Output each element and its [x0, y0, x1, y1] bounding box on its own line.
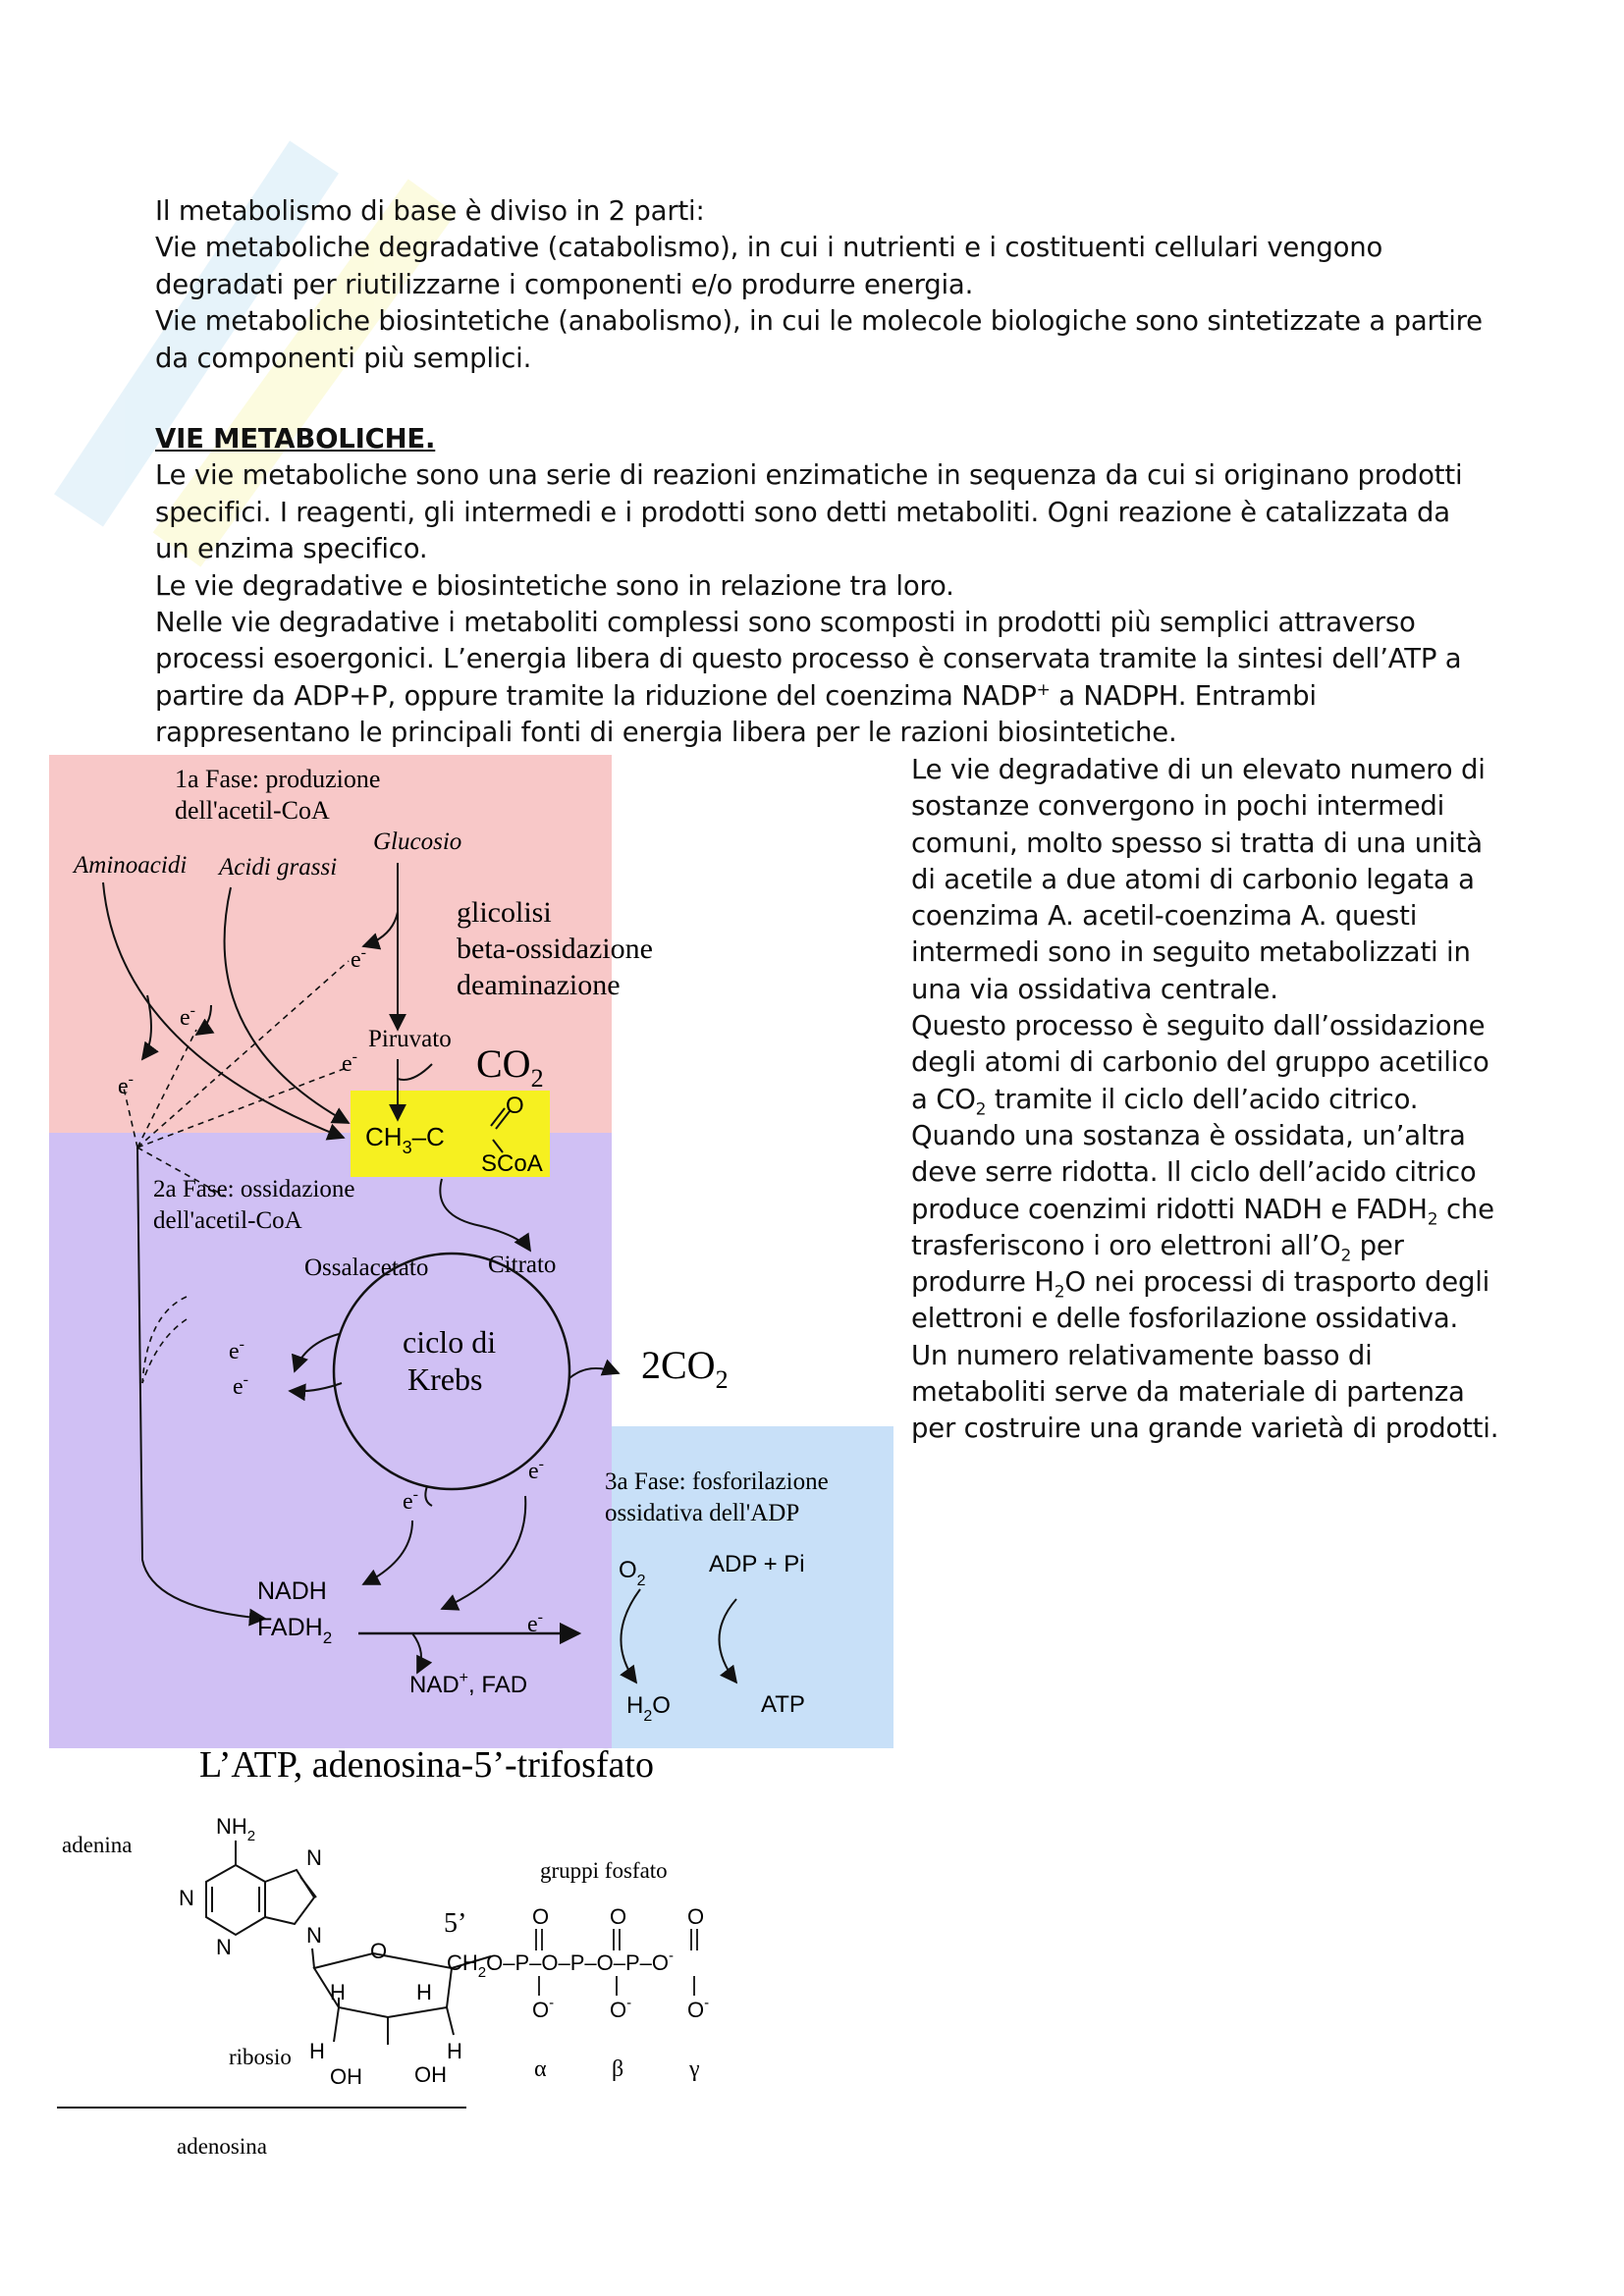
phase2-label-1: 2a Fase: ossidazione: [153, 1176, 355, 1202]
nh2-label: $NH_2$: [216, 1814, 256, 1844]
ring-o-atom: O: [370, 1939, 388, 1963]
vie-paragraph-3: [155, 605, 1490, 752]
phase1-label-1: 1a Fase: produzione: [175, 765, 381, 793]
vie-p3-sup: +: [1036, 679, 1051, 700]
vie-paragraph-2: Le vie degradative e biosintetiche sono in relazione tra loro.: [155, 569, 954, 602]
phosphate-o-top: O: [610, 1904, 627, 1929]
side-p2-sub: 2: [975, 1099, 987, 1120]
intro-text: [155, 193, 1490, 377]
piruvato-label: Piruvato: [368, 1026, 452, 1052]
electron-label: e-: [118, 1071, 134, 1099]
vie-p3-text-b: a NADPH. Entrambi rappresentano le principali fonti di energia libera per le razioni biosintetiche.: [155, 679, 1317, 749]
h-atom: H: [309, 2039, 325, 2063]
side-p3-b: che trasferiscono i oro elettroni all’O: [911, 1193, 1494, 1261]
side-paragraph-4: Un numero relativamente basso di metaboliti serve da materiale di partenza per costruire una grande varietà di prodotti.: [911, 1339, 1499, 1445]
phosphate-o-minus: O-: [687, 1995, 710, 2022]
glicolisi-label: glicolisi: [457, 896, 552, 929]
ciclo-label: ciclo di: [403, 1324, 497, 1360]
beta-ossidazione-label: beta-ossidazione: [457, 933, 653, 965]
side-paragraph-3: [911, 1118, 1500, 1338]
phosphate-o-top: O: [687, 1904, 705, 1929]
side-paragraph-1: Le vie degradative di un elevato numero di sostanze convergono in pochi intermedi comuni, molto spesso si tratta di una unità di acetile a due atomi di carbonio legata a coenzima A. acetil-coenzima A. questi intermedi sono in seguito metabolizzati in una via ossidativa centrale.: [911, 754, 1486, 1005]
side-p2-b: tramite il ciclo dell’acido citrico.: [986, 1083, 1419, 1115]
ribosio-label: ribosio: [229, 2045, 292, 2069]
phosphate-o-top: O: [532, 1904, 550, 1929]
acidi-grassi-label: Acidi grassi: [219, 854, 338, 881]
phosphate-chain: $CH_2O-P-O-P-O-P-O^-$: [447, 1948, 675, 1981]
phase3-label-1: 3a Fase: fosforilazione: [605, 1468, 829, 1495]
gruppi-fosfato-label: gruppi fosfato: [540, 1858, 668, 1883]
adp-label: ADP + Pi: [709, 1551, 805, 1577]
side-p3-a: Quando una sostanza è ossidata, un’altra deve serre ridotta. Il ciclo dell’acido citrico produce coenzimi ridotti NADH e FADH: [911, 1119, 1477, 1225]
phase2-background: [49, 1133, 612, 1748]
phosphate-o-minus: O-: [610, 1995, 632, 2022]
acetyl-o: O: [506, 1093, 524, 1119]
fadh2-label: $FADH_2$: [257, 1614, 333, 1647]
h-atom: H: [447, 2039, 462, 2063]
deaminazione-label: deaminazione: [457, 969, 621, 1001]
five-prime-label: 5’: [444, 1908, 467, 1939]
n-atom: N: [306, 1923, 322, 1948]
nad-fad-label: NAD+, FAD: [409, 1670, 528, 1698]
metabolic-phases-diagram: [49, 755, 893, 1748]
ossalacetato-label: Ossalacetato: [304, 1255, 429, 1281]
n-atom: N: [306, 1845, 322, 1870]
vie-metaboliche-section: [155, 421, 1490, 752]
phase1-label-2: dell'acetil-CoA: [175, 796, 330, 825]
alpha-label: α: [534, 2056, 547, 2082]
electron-label: e-: [403, 1486, 418, 1515]
h-atom: H: [330, 1980, 346, 2004]
electron-label: e-: [527, 1609, 543, 1637]
intro-line-3: Vie metaboliche biosintetiche (anabolismo), in cui le molecole biologiche sono sintetizzate a partire da componenti più semplici.: [155, 305, 1483, 374]
beta-label: β: [612, 2056, 624, 2082]
nadh-label: NADH: [257, 1577, 327, 1605]
side-text: [911, 752, 1500, 1448]
electron-label: e-: [233, 1371, 248, 1400]
intro-line-2: Vie metaboliche degradative (catabolismo), in cui i nutrienti e i costituenti cellulari vengono degradati per riutilizzarne i componenti e/o produrre energia.: [155, 232, 1383, 300]
gamma-label: γ: [689, 2056, 700, 2082]
side-p3-sub3: 2: [1054, 1282, 1065, 1303]
adenine-rings: [206, 1841, 316, 1935]
side-p3-sub2: 2: [1340, 1246, 1352, 1266]
n-atom: N: [179, 1886, 194, 1910]
phase2-label-2: dell'acetil-CoA: [153, 1207, 302, 1234]
adenosina-label: adenosina: [177, 2134, 267, 2159]
phase3-label-2: ossidativa dell'ADP: [605, 1500, 800, 1526]
electron-label: e-: [229, 1336, 244, 1364]
intro-line-1: Il metabolismo di base è diviso in 2 parti:: [155, 195, 705, 227]
electron-label: e-: [342, 1048, 357, 1077]
acetyl-scoa: SCoA: [481, 1150, 543, 1177]
oh-group: OH: [330, 2064, 362, 2089]
n-atom: N: [216, 1935, 232, 1959]
aminoacidi-label: Aminoacidi: [74, 852, 188, 879]
h2o-label: $H_2O$: [626, 1692, 671, 1725]
krebs-label: Krebs: [407, 1362, 483, 1397]
atp-structure-diagram: [49, 1742, 776, 2174]
side-p2-a: Questo processo è seguito dall’ossidazione degli atomi di carbonio del gruppo acetilico a CO: [911, 1010, 1489, 1115]
glucosio-label: Glucosio: [373, 828, 462, 855]
phosphate-o-minus: O-: [532, 1995, 555, 2022]
vie-p3-text-a: Nelle vie degradative i metaboliti complessi sono scomposti in prodotti più semplici attraverso processi esoergonici. L’energia libera di questo processo è conservata tramite la sintesi dell’ATP a partire da ADP+P, oppure tramite la riduzione del coenzima NADP: [155, 607, 1462, 712]
atp-title: L’ATP, adenosina-5’-trifosfato: [199, 1744, 654, 1786]
o2-label: $O_2$: [619, 1557, 646, 1589]
side-p3-c: per produrre H: [911, 1229, 1404, 1299]
oh-group: OH: [414, 2062, 447, 2087]
electron-label: e-: [351, 944, 366, 973]
acetyl-coa-formula: $CH_3-C$: [365, 1122, 445, 1157]
h-atom: H: [416, 1980, 432, 2004]
adenina-label: adenina: [62, 1833, 133, 1857]
co2-label: $CO_2$: [476, 1041, 544, 1093]
atp-label: ATP: [761, 1691, 805, 1718]
side-paragraph-2: [911, 1008, 1500, 1118]
two-co2-label: $2CO_2$: [641, 1343, 729, 1394]
electron-label: e-: [528, 1456, 544, 1484]
section-heading: VIE METABOLICHE.: [155, 423, 436, 454]
side-p3-sub1: 2: [1427, 1209, 1438, 1230]
vie-paragraph-1: Le vie metaboliche sono una serie di reazioni enzimatiche in sequenza da cui si originano prodotti specifici. I reagenti, gli intermedi e i prodotti sono detti metaboliti. Ogni reazione è catalizzata da un enzima specifico.: [155, 459, 1463, 565]
citrato-label: Citrato: [488, 1252, 557, 1278]
electron-label: e-: [180, 1002, 195, 1031]
side-p3-d: O nei processi di trasporto degli elettroni e delle fosforilazione ossidativa.: [911, 1266, 1490, 1335]
